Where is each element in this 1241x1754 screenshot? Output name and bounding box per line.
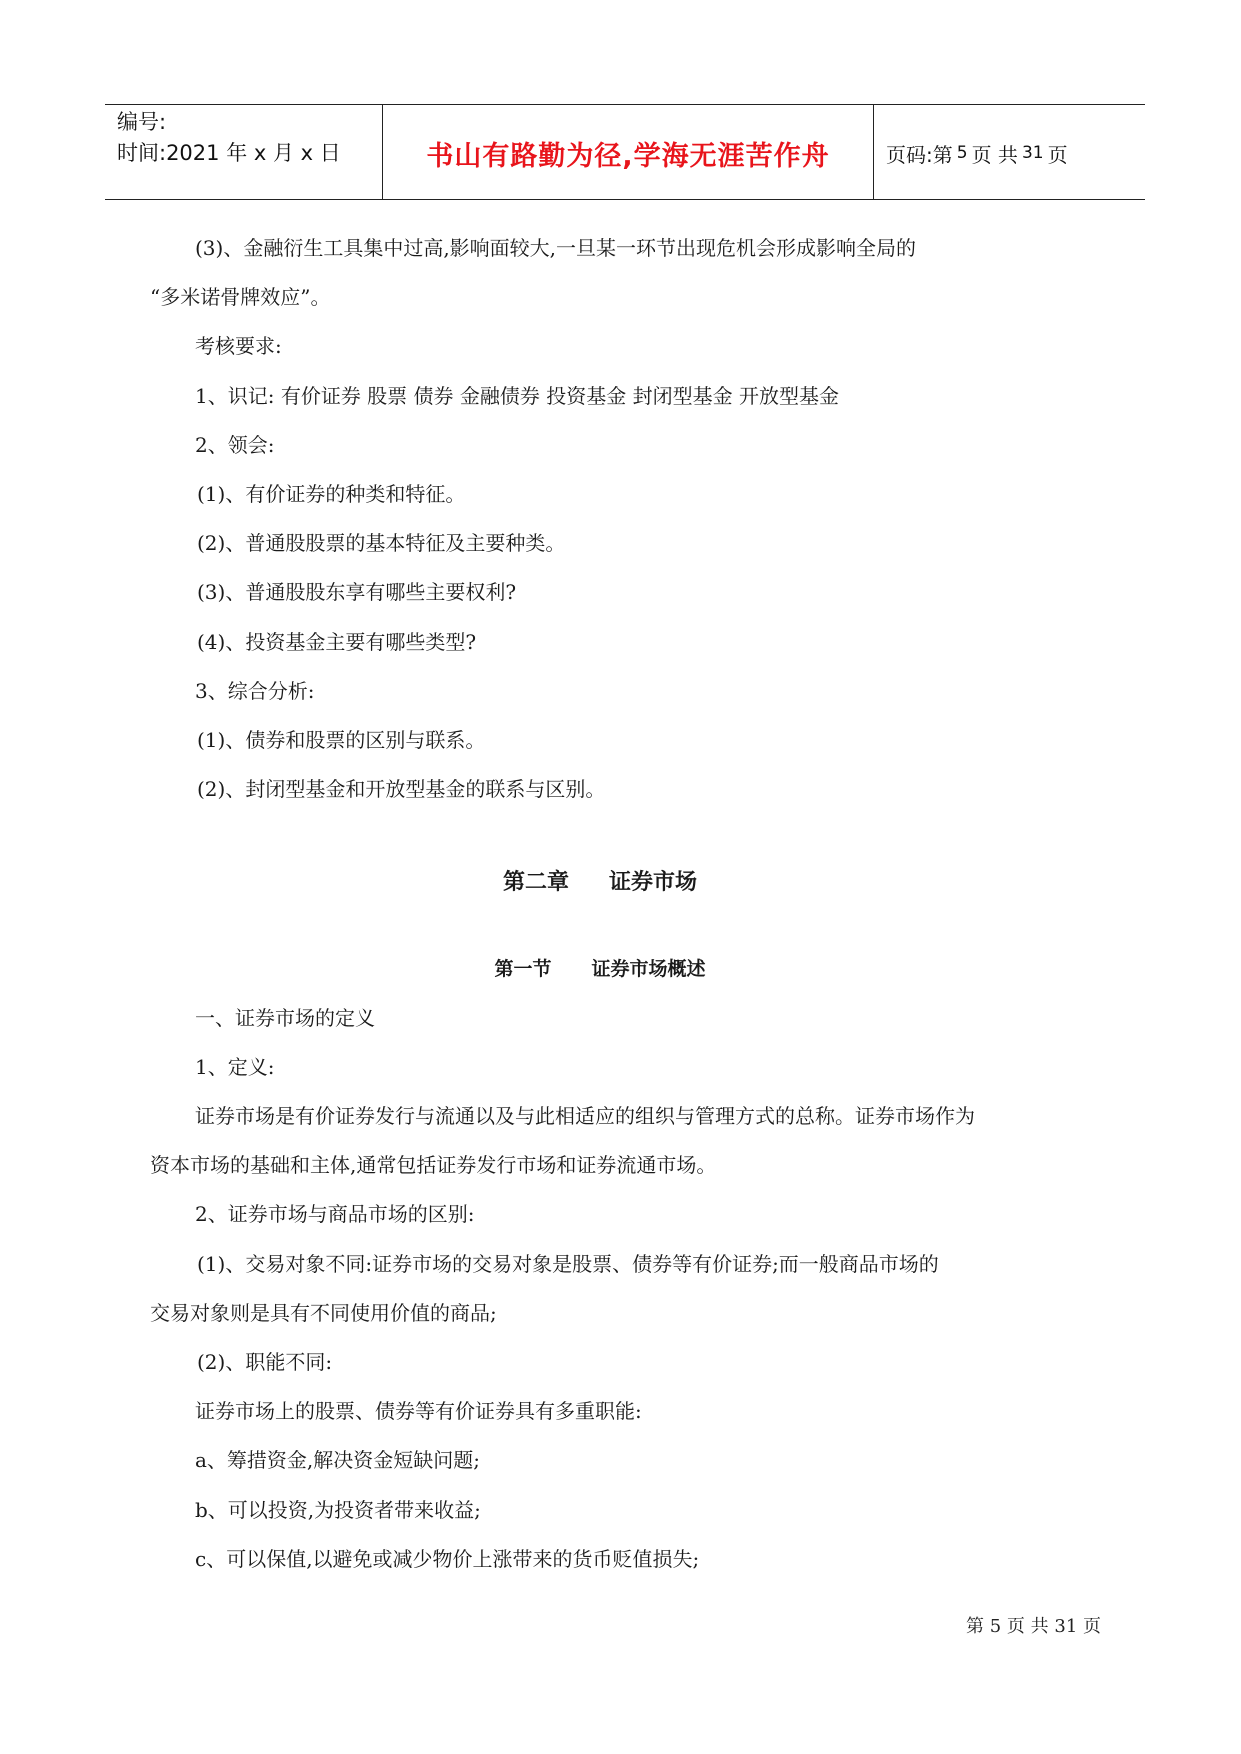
subheading: 1、定义: xyxy=(195,1054,275,1079)
header-page-info xyxy=(874,105,1145,199)
requirement-subitem: (4)、投资基金主要有哪些类型? xyxy=(197,629,477,654)
paragraph-line: 交易对象则是具有不同使用价值的商品; xyxy=(150,1300,497,1325)
requirement-subitem: (3)、普通股股东享有哪些主要权利? xyxy=(197,580,517,605)
subheading: 一、证券市场的定义 xyxy=(195,1005,375,1030)
chapter-title: 证券市场 xyxy=(609,870,698,896)
page-prefix: 页码:第 xyxy=(886,142,953,167)
list-item: a、筹措资金,解决资金短缺问题; xyxy=(195,1448,481,1473)
header-motto: 书山有路勤为径,学海无涯苦作舟 xyxy=(426,140,830,172)
page-current: 5 xyxy=(956,143,968,163)
paragraph-line: (1)、交易对象不同:证券市场的交易对象是股票、债券等有价证券;而一般商品市场的 xyxy=(197,1251,939,1276)
section-number: 第一节 xyxy=(494,957,552,980)
page-header xyxy=(105,104,1145,200)
header-meta xyxy=(105,105,383,199)
paragraph-line: 证券市场上的股票、债券等有价证券具有多重职能: xyxy=(195,1399,642,1424)
requirement-item: 2、领会: xyxy=(195,432,275,457)
requirement-subitem: (1)、债券和股票的区别与联系。 xyxy=(197,728,486,753)
paragraph-line: (2)、职能不同: xyxy=(197,1350,333,1375)
requirement-subitem: (2)、普通股股票的基本特征及主要种类。 xyxy=(197,531,566,556)
requirement-subitem: (1)、有价证券的种类和特征。 xyxy=(197,482,466,507)
section-title: 证券市场概述 xyxy=(591,957,706,980)
requirements-title: 考核要求: xyxy=(195,334,282,359)
number-label: 编号: xyxy=(117,110,167,134)
paragraph-line: 资本市场的基础和主体,通常包括证券发行市场和证券流通市场。 xyxy=(150,1153,717,1178)
section-heading xyxy=(150,945,1050,994)
paragraph-line: “多米诺骨牌效应”。 xyxy=(150,285,331,310)
subheading: 2、证券市场与商品市场的区别: xyxy=(195,1202,475,1227)
time-label: 时间:2021 年 x 月 x 日 xyxy=(117,141,341,165)
list-item: c、可以保值,以避免或减少物价上涨带来的货币贬值损失; xyxy=(195,1546,700,1571)
chapter-heading xyxy=(150,858,1050,907)
page-total: 31 xyxy=(1021,143,1044,163)
document-body xyxy=(150,224,1050,1584)
paragraph-line: 证券市场是有价证券发行与流通以及与此相适应的组织与管理方式的总称。证券市场作为 xyxy=(195,1104,975,1129)
list-item: b、可以投资,为投资者带来收益; xyxy=(195,1497,481,1522)
page-mid: 页 共 xyxy=(971,142,1018,167)
paragraph-line: (3)、金融衍生工具集中过高,影响面较大,一旦某一环节出现危机会形成影响全局的 xyxy=(195,236,917,260)
chapter-number: 第二章 xyxy=(502,870,569,896)
requirement-subitem: (2)、封闭型基金和开放型基金的联系与区别。 xyxy=(197,777,606,802)
page-suffix: 页 xyxy=(1047,142,1068,167)
requirement-item: 3、综合分析: xyxy=(195,678,315,703)
requirement-item: 1、识记: 有价证券 股票 债券 金融债券 投资基金 封闭型基金 开放型基金 xyxy=(195,383,839,408)
header-motto-cell xyxy=(383,105,874,199)
page-footer: 第 5 页 共 31 页 xyxy=(966,1616,1101,1637)
